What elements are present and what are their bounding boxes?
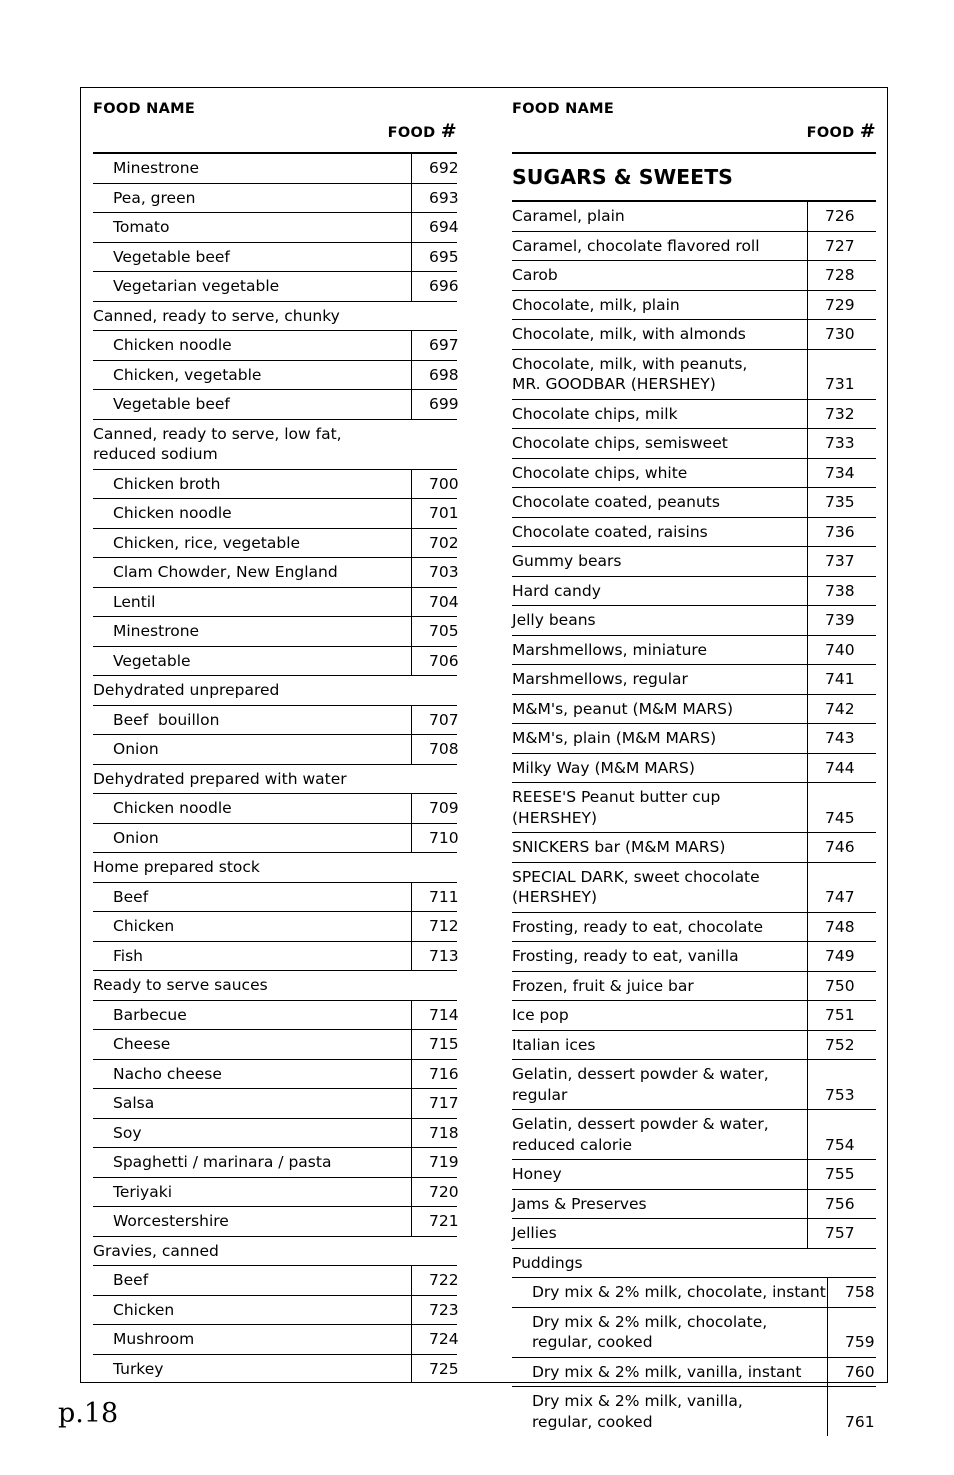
food-number: 707 [429, 710, 459, 729]
food-number: 718 [429, 1123, 459, 1142]
food-number: 704 [429, 592, 459, 611]
food-number: 735 [825, 493, 855, 511]
food-number: 729 [825, 295, 855, 314]
food-number: 727 [825, 236, 855, 255]
food-row [93, 1001, 457, 1031]
food-name: Chicken noodle [93, 499, 412, 528]
food-name: Chocolate chips, semisweet [512, 429, 808, 458]
food-number: 725 [429, 1359, 459, 1378]
food-row [512, 754, 876, 784]
food-name: Gelatin, dessert powder & water, regular [512, 1060, 808, 1109]
food-name: Italian ices [512, 1031, 808, 1060]
food-number: 746 [825, 838, 855, 856]
food-name: Carob [512, 261, 808, 290]
food-number: 709 [429, 799, 459, 817]
food-row [93, 912, 457, 942]
food-number: 733 [825, 434, 855, 452]
category-label: Dehydrated prepared with water [93, 765, 457, 795]
food-row [93, 1030, 457, 1060]
food-number: 750 [825, 976, 855, 995]
food-number: 701 [429, 504, 459, 522]
food-name: Turkey [93, 1355, 412, 1384]
food-name: Chicken broth [93, 470, 412, 499]
food-name: Gelatin, dessert powder & water, reduced calorie [512, 1110, 808, 1159]
food-name: Jams & Preserves [512, 1190, 808, 1219]
food-row [512, 1387, 876, 1436]
food-name: Marshmellows, miniature [512, 636, 808, 665]
food-row [93, 647, 457, 677]
food-name: Salsa [93, 1089, 412, 1118]
food-number: 738 [825, 581, 855, 600]
food-row [93, 735, 457, 765]
food-number: 760 [845, 1362, 875, 1381]
food-number: 695 [429, 247, 459, 266]
food-name: Hard candy [512, 577, 808, 606]
food-name: REESE'S Peanut butter cup (HERSHEY) [512, 783, 808, 832]
food-number: 734 [825, 463, 855, 482]
food-name: Fish [93, 942, 412, 971]
food-name: Jellies [512, 1219, 808, 1248]
food-row [512, 488, 876, 518]
food-number: 731 [825, 375, 855, 393]
food-name: Spaghetti / marinara / pasta [93, 1148, 412, 1177]
food-row [93, 824, 457, 854]
food-number: 696 [429, 277, 459, 295]
food-number: 736 [825, 522, 855, 541]
food-name: Chicken [93, 1296, 412, 1325]
food-name: Pea, green [93, 184, 412, 213]
food-number: 711 [429, 887, 459, 906]
food-name: SNICKERS bar (M&M MARS) [512, 833, 808, 862]
food-name: Vegetarian vegetable [93, 272, 412, 301]
section-title: SUGARS & SWEETS [512, 165, 733, 189]
food-row [512, 665, 876, 695]
food-row [512, 400, 876, 430]
category-label: Canned, ready to serve, low fat, reduced sodium [93, 420, 457, 470]
food-row [93, 1119, 457, 1149]
food-row [93, 390, 457, 420]
food-name: Chocolate, milk, plain [512, 291, 808, 320]
food-row [512, 202, 876, 232]
food-name: Chicken noodle [93, 794, 412, 823]
column-header [512, 88, 876, 152]
food-name: Dry mix & 2% milk, vanilla, instant [512, 1358, 828, 1387]
food-name: Chocolate, milk, with almonds [512, 320, 808, 349]
food-number: 712 [429, 917, 459, 935]
page-number: p.18 [58, 1398, 119, 1429]
food-number: 745 [825, 808, 855, 827]
food-name: Cheese [93, 1030, 412, 1059]
food-row [512, 518, 876, 548]
food-row [512, 833, 876, 863]
category-label: Dehydrated unprepared [93, 676, 457, 706]
food-name: Caramel, plain [512, 202, 808, 231]
food-number: 693 [429, 188, 459, 207]
food-number: 757 [825, 1224, 855, 1242]
food-row [512, 1031, 876, 1061]
food-name: Dry mix & 2% milk, chocolate, regular, cooked [512, 1308, 828, 1357]
food-row [512, 1001, 876, 1031]
food-name: Beef [93, 883, 412, 912]
food-number: 753 [825, 1085, 855, 1104]
food-name: M&M's, peanut (M&M MARS) [512, 695, 808, 724]
food-name: Soy [93, 1119, 412, 1148]
food-row [512, 942, 876, 972]
food-number: 705 [429, 622, 459, 640]
food-row [512, 1060, 876, 1110]
food-number: 741 [825, 670, 855, 688]
hash-symbol: # [859, 120, 876, 142]
food-row [93, 1178, 457, 1208]
food-name: Marshmellows, regular [512, 665, 808, 694]
food-number: 744 [825, 758, 855, 777]
food-number: 747 [825, 888, 855, 906]
food-row [512, 1110, 876, 1160]
food-row [93, 617, 457, 647]
food-row [93, 706, 457, 736]
food-number: 728 [825, 266, 855, 284]
food-number: 730 [825, 325, 855, 343]
food-row [512, 350, 876, 400]
food-row [512, 320, 876, 350]
food-name: Barbecue [93, 1001, 412, 1030]
food-number: 692 [429, 159, 459, 177]
hash-symbol: # [440, 120, 457, 142]
food-number: 717 [429, 1094, 459, 1112]
food-row [93, 588, 457, 618]
food-row [512, 429, 876, 459]
food-number: 756 [825, 1194, 855, 1213]
food-name: Caramel, chocolate flavored roll [512, 232, 808, 261]
category-label: Canned, ready to serve, chunky [93, 302, 457, 332]
food-name: Chicken noodle [93, 331, 412, 360]
food-name: Dry mix & 2% milk, vanilla, regular, cooked [512, 1387, 828, 1436]
food-number: 694 [429, 218, 459, 236]
food-row [93, 213, 457, 243]
food-number: 749 [825, 947, 855, 965]
food-row [512, 1308, 876, 1358]
food-name: Chicken, vegetable [93, 361, 412, 390]
food-number: 754 [825, 1135, 855, 1154]
food-name: Teriyaki [93, 1178, 412, 1207]
food-name: Frosting, ready to eat, vanilla [512, 942, 808, 971]
food-row [93, 529, 457, 559]
left-rows [93, 154, 457, 1383]
food-row [512, 863, 876, 913]
food-name: Beef [93, 1266, 412, 1295]
column-header [93, 88, 457, 152]
food-name: Tomato [93, 213, 412, 242]
food-row [93, 1060, 457, 1090]
category-label: Home prepared stock [93, 853, 457, 883]
food-number: 699 [429, 395, 459, 413]
food-name: Vegetable beef [93, 243, 412, 272]
food-number: 706 [429, 651, 459, 670]
food-number: 726 [825, 207, 855, 225]
food-row [512, 577, 876, 607]
food-name: Onion [93, 824, 412, 853]
food-row [512, 1219, 876, 1249]
food-name: Milky Way (M&M MARS) [512, 754, 808, 783]
food-name: Clam Chowder, New England [93, 558, 412, 587]
food-name: Honey [512, 1160, 808, 1189]
food-row [512, 695, 876, 725]
food-row [512, 606, 876, 636]
food-row [93, 558, 457, 588]
food-number: 697 [429, 336, 459, 354]
food-name: Frosting, ready to eat, chocolate [512, 913, 808, 942]
food-name: SPECIAL DARK, sweet chocolate (HERSHEY) [512, 863, 808, 912]
food-row [512, 1190, 876, 1220]
food-number-label: FOOD [806, 125, 855, 141]
food-number: 698 [429, 365, 459, 384]
food-number: 742 [825, 699, 855, 718]
food-number: 737 [825, 552, 855, 570]
food-row [93, 794, 457, 824]
food-row [512, 232, 876, 262]
food-number: 702 [429, 533, 459, 552]
food-number: 743 [825, 729, 855, 747]
food-name: M&M's, plain (M&M MARS) [512, 724, 808, 753]
food-row [93, 883, 457, 913]
food-number: 723 [429, 1300, 459, 1319]
food-number: 716 [429, 1064, 459, 1083]
food-name: Minestrone [93, 154, 412, 183]
food-name: Onion [93, 735, 412, 764]
food-number: 708 [429, 740, 459, 758]
right-rows [512, 202, 876, 1436]
food-row [93, 1207, 457, 1237]
food-name: Ice pop [512, 1001, 808, 1030]
food-name: Chocolate coated, raisins [512, 518, 808, 547]
food-row [512, 783, 876, 833]
right-column [512, 88, 876, 1436]
food-row [93, 942, 457, 972]
food-name-header: FOOD NAME [512, 101, 615, 117]
food-name: Beef bouillon [93, 706, 412, 735]
food-number: 751 [825, 1006, 855, 1024]
food-number: 739 [825, 611, 855, 629]
food-name: Vegetable [93, 647, 412, 676]
food-row [512, 261, 876, 291]
food-name: Worcestershire [93, 1207, 412, 1236]
food-row [512, 1278, 876, 1308]
food-name: Chocolate chips, milk [512, 400, 808, 429]
category-label: Gravies, canned [93, 1237, 457, 1267]
food-name: Mushroom [93, 1325, 412, 1354]
food-name: Chocolate, milk, with peanuts, MR. GOODBAR (HERSHEY) [512, 350, 808, 399]
food-name: Nacho cheese [93, 1060, 412, 1089]
food-name: Chicken, rice, vegetable [93, 529, 412, 558]
food-number: 713 [429, 946, 459, 965]
food-row [512, 972, 876, 1002]
food-number: 755 [825, 1165, 855, 1183]
food-number: 761 [845, 1412, 875, 1431]
food-row [512, 1358, 876, 1388]
food-number: 700 [429, 474, 459, 493]
food-number: 759 [845, 1333, 875, 1351]
food-number: 710 [429, 828, 459, 847]
food-number: 758 [845, 1283, 875, 1301]
food-row [93, 1355, 457, 1384]
food-name: Chocolate chips, white [512, 459, 808, 488]
food-row [93, 1325, 457, 1355]
food-row [93, 154, 457, 184]
food-number: 722 [429, 1271, 459, 1289]
food-number-header [807, 120, 876, 142]
food-row [512, 913, 876, 943]
food-number-header [388, 120, 457, 142]
food-number: 752 [825, 1035, 855, 1054]
food-number: 715 [429, 1035, 459, 1053]
food-number: 720 [429, 1182, 459, 1201]
food-row [512, 1160, 876, 1190]
food-row [512, 291, 876, 321]
food-row [93, 331, 457, 361]
food-number: 724 [429, 1330, 459, 1348]
food-row [93, 1148, 457, 1178]
food-row [93, 470, 457, 500]
food-row [93, 499, 457, 529]
food-name: Vegetable beef [93, 390, 412, 419]
food-row [93, 243, 457, 273]
food-name: Minestrone [93, 617, 412, 646]
food-number: 703 [429, 563, 459, 581]
food-number: 732 [825, 404, 855, 423]
food-number-label: FOOD [387, 125, 436, 141]
food-row [512, 636, 876, 666]
food-name: Jelly beans [512, 606, 808, 635]
left-column [93, 88, 457, 1383]
food-name: Lentil [93, 588, 412, 617]
food-number: 719 [429, 1153, 459, 1171]
food-row [93, 361, 457, 391]
food-row [512, 547, 876, 577]
category-label: Ready to serve sauces [93, 971, 457, 1001]
food-row [93, 1089, 457, 1119]
food-row [93, 272, 457, 302]
food-name: Dry mix & 2% milk, chocolate, instant [512, 1278, 828, 1307]
food-row [93, 1296, 457, 1326]
food-row [512, 459, 876, 489]
food-row [93, 184, 457, 214]
food-number: 740 [825, 640, 855, 659]
food-name: Gummy bears [512, 547, 808, 576]
food-name: Chicken [93, 912, 412, 941]
food-number: 714 [429, 1005, 459, 1024]
food-row [93, 1266, 457, 1296]
food-name-header: FOOD NAME [93, 101, 196, 117]
category-label: Puddings [512, 1249, 876, 1279]
food-row [512, 724, 876, 754]
food-name: Frozen, fruit & juice bar [512, 972, 808, 1001]
food-name: Chocolate coated, peanuts [512, 488, 808, 517]
food-number: 748 [825, 917, 855, 936]
food-number: 721 [429, 1212, 459, 1230]
